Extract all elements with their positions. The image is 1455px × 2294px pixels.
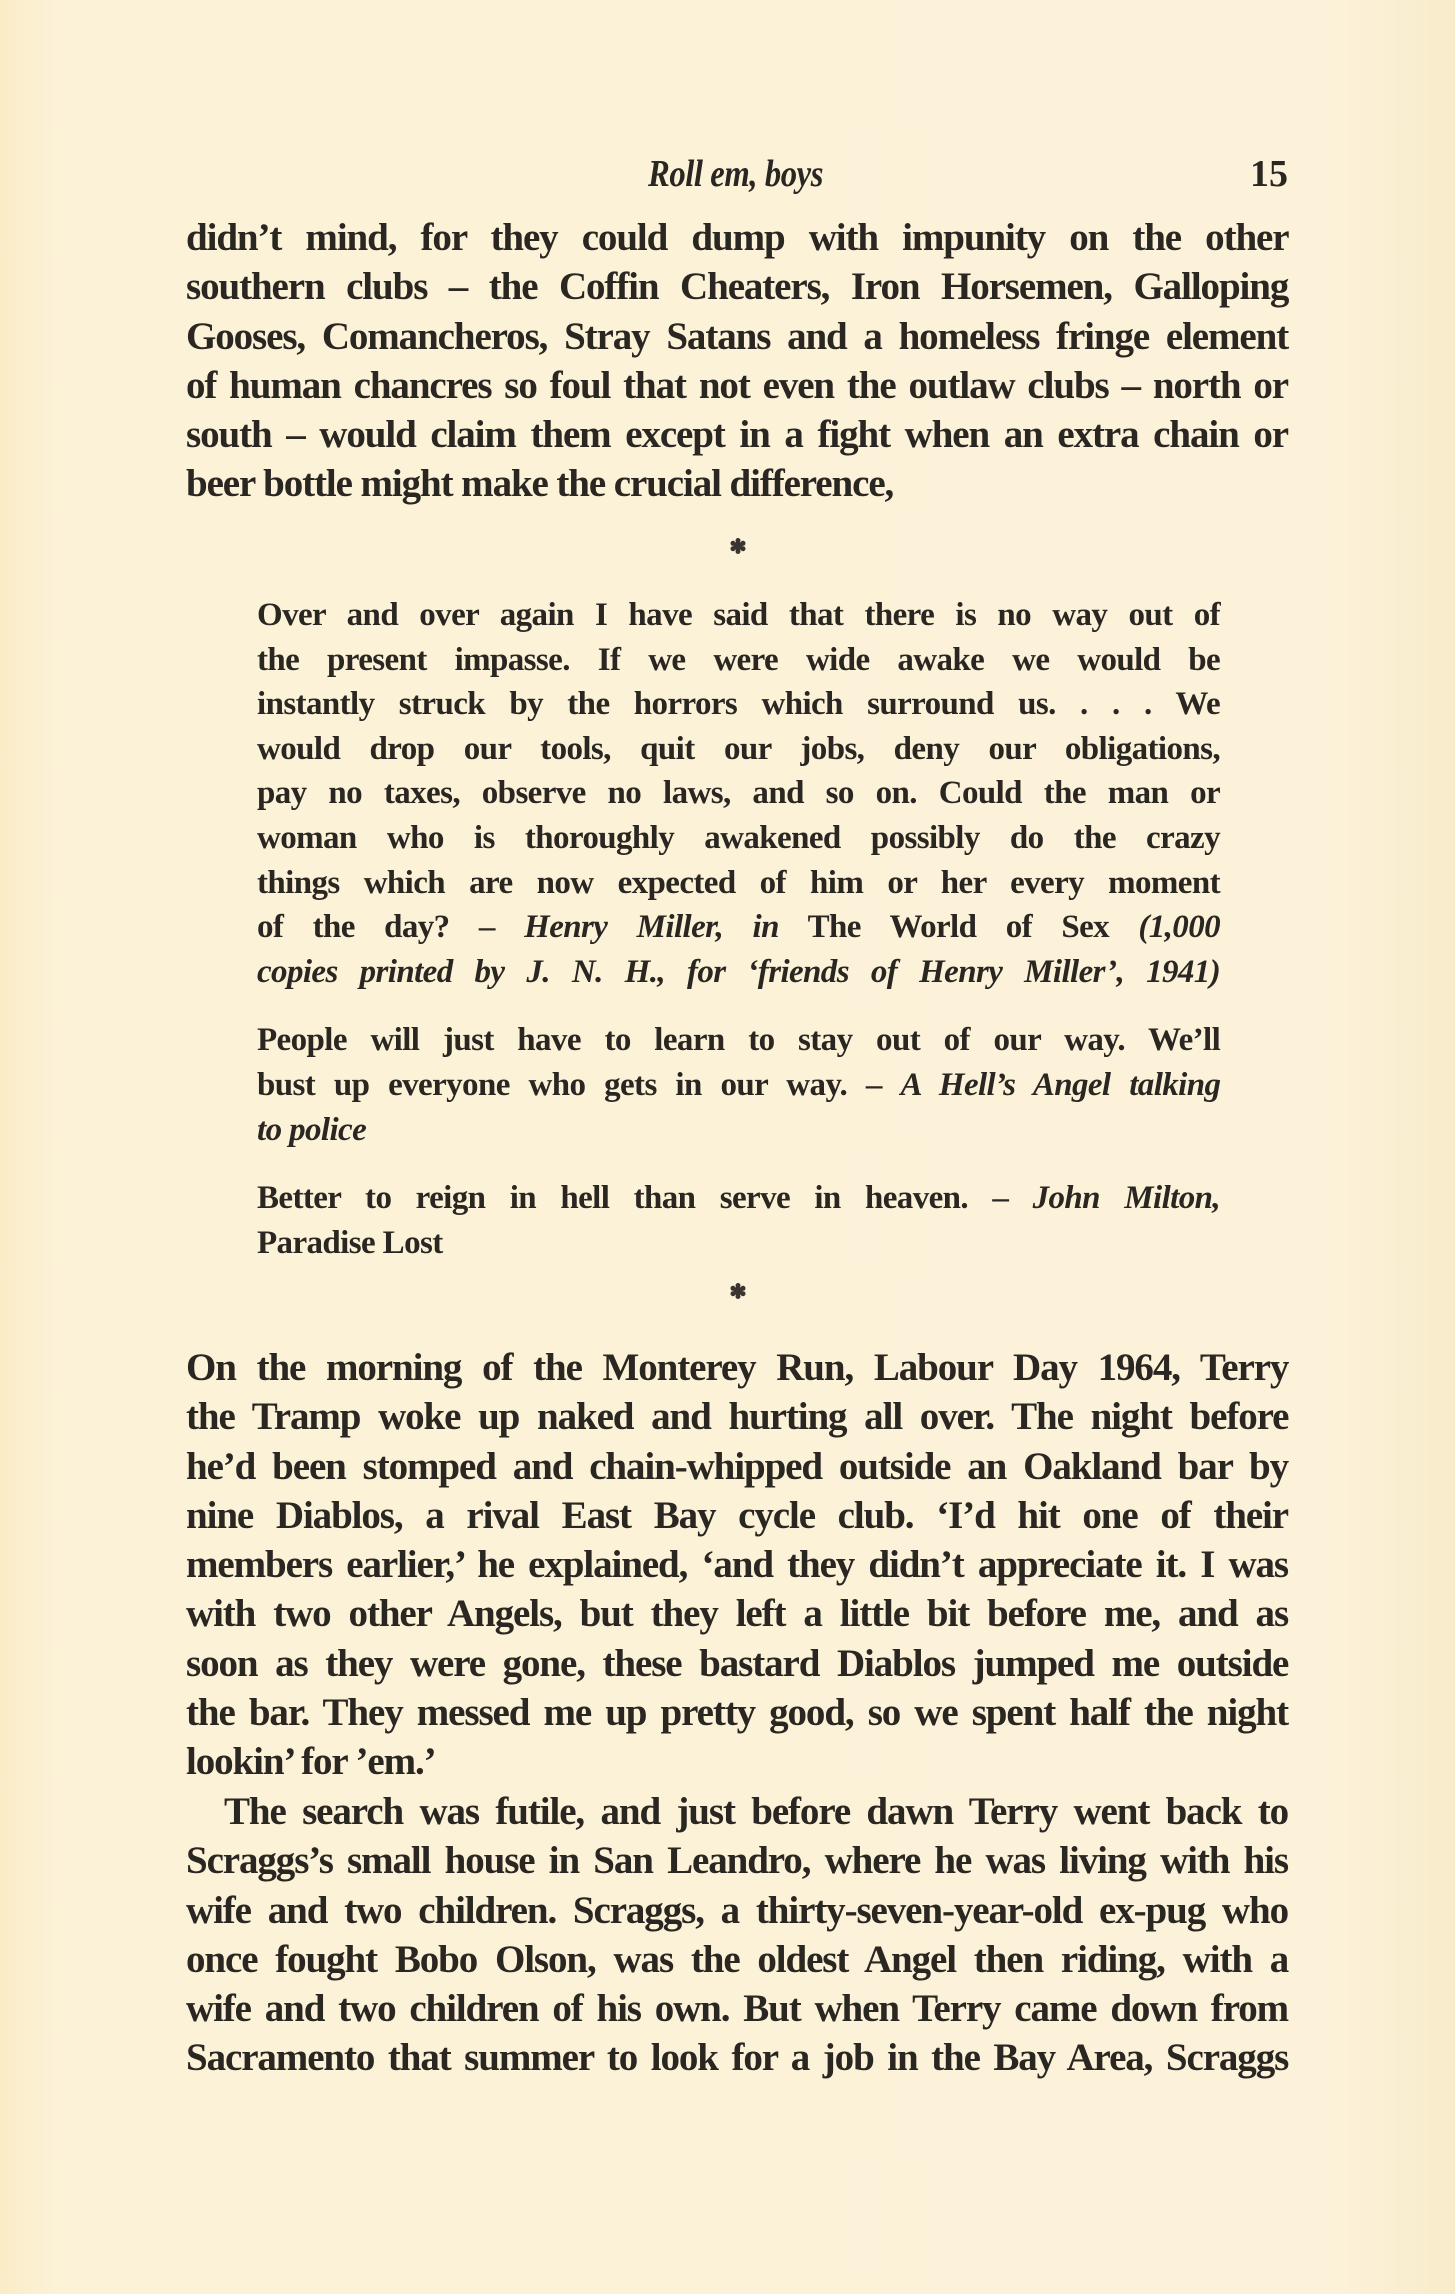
attribution-note: (1,000 xyxy=(1138,909,1220,946)
text-line: Sacramento that summer to look for a job in the Bay Area, Scraggs xyxy=(186,2036,1289,2080)
text-line: the bar. They messed me up pretty good, so we spent half the night xyxy=(186,1691,1288,1735)
text-line: members earlier,’ he explained, ‘and they didn’t appreciate it. I was xyxy=(186,1543,1288,1587)
text-line: the present impasse. If we were wide awake we would be xyxy=(257,641,1221,678)
asterisk-ornament-icon xyxy=(729,537,747,555)
asterisk-ornament-icon xyxy=(729,1282,747,1300)
running-title: Roll em, boys xyxy=(647,153,824,195)
text-line: pay no taxes, observe no laws, and so on. Could the man or xyxy=(257,775,1221,812)
text-line: with two other Angels, but they left a little bit before me, and as xyxy=(186,1592,1289,1636)
text-line: southern clubs – the Coffin Cheaters, Iron Horsemen, Galloping xyxy=(186,265,1289,309)
quote-text: Better to reign in hell than serve in heaven. – xyxy=(257,1180,1033,1217)
opening-paragraph xyxy=(186,213,1288,509)
text-line: Over and over again I have said that there is no way out of xyxy=(257,597,1220,633)
running-head xyxy=(183,152,1288,202)
text-line: The search was futile, and just before dawn Terry went back to xyxy=(224,1790,1289,1833)
attribution-work: Paradise Lost xyxy=(257,1224,443,1261)
text-line: didn’t mind, for they could dump with impunity on the other xyxy=(186,216,1289,259)
text-line: once fought Bobo Olson, was the oldest Angel then riding, with a xyxy=(186,1937,1289,1981)
narrative-paragraph-1 xyxy=(186,1343,1288,1787)
attribution-line xyxy=(257,1176,1220,1221)
attribution-line xyxy=(257,905,1220,950)
text-line: south – would claim them except in a fight when an extra chain or xyxy=(186,413,1288,457)
attribution-line: to police xyxy=(257,1111,367,1148)
epigraph-hells-angel xyxy=(257,1018,1220,1152)
text-line: Scraggs’s small house in San Leandro, where he was living with his xyxy=(186,1839,1288,1883)
text-line: wife and two children. Scraggs, a thirty-seven-year-old ex-pug who xyxy=(186,1888,1288,1932)
text-line: beer bottle might make the crucial difference, xyxy=(186,462,894,506)
attribution-line xyxy=(257,1063,1220,1108)
page-number: 15 xyxy=(1250,153,1288,195)
text-line: of human chancres so foul that not even the outlaw clubs – north or xyxy=(186,363,1288,407)
text-line: lookin’ for ’em.’ xyxy=(186,1740,436,1784)
epigraphs xyxy=(257,593,1220,1289)
attribution-note-line: copies printed by J. N. H., for ‘friends of Henry Miller’, 1941) xyxy=(257,953,1221,990)
narrative-paragraph-2 xyxy=(186,1787,1288,2083)
text-line: wife and two children of his own. But when Terry came down from xyxy=(186,1987,1288,2031)
text-line: nine Diablos, a rival East Bay cycle club. ‘I’d hit one of their xyxy=(186,1493,1288,1537)
epigraph-milton xyxy=(257,1176,1220,1265)
text-line: he’d been stomped and chain-whipped outside an Oakland bar by xyxy=(186,1444,1288,1488)
epigraph-henry-miller xyxy=(257,593,1220,994)
text-line: Gooses, Comancheros, Stray Satans and a homeless fringe element xyxy=(186,314,1289,358)
attribution-author: John Milton, xyxy=(1032,1180,1221,1217)
text-line: instantly struck by the horrors which surround us. . . . We xyxy=(257,686,1220,723)
text-line: On the morning of the Monterey Run, Labour Day 1964, Terry xyxy=(186,1346,1289,1389)
text-line: People will just have to learn to stay out of our way. We’ll xyxy=(257,1022,1221,1059)
attribution-author: Henry Miller, in xyxy=(524,909,779,946)
attribution-work: The World of Sex xyxy=(778,909,1139,946)
text-line: soon as they were gone, these bastard Diablos jumped me outside xyxy=(186,1641,1289,1685)
text-line: woman who is thoroughly awakened possibly do the crazy xyxy=(257,819,1220,856)
attribution-author: A Hell’s Angel talking xyxy=(900,1066,1221,1103)
quote-end: of the day? – xyxy=(257,909,525,946)
quote-end: bust up everyone who gets in our way. – xyxy=(257,1066,901,1103)
text-line: the Tramp woke up naked and hurting all over. The night before xyxy=(186,1395,1289,1439)
text-line: things which are now expected of him or her every moment xyxy=(257,864,1220,901)
text-line: would drop our tools, quit our jobs, deny our obligations, xyxy=(257,730,1220,767)
